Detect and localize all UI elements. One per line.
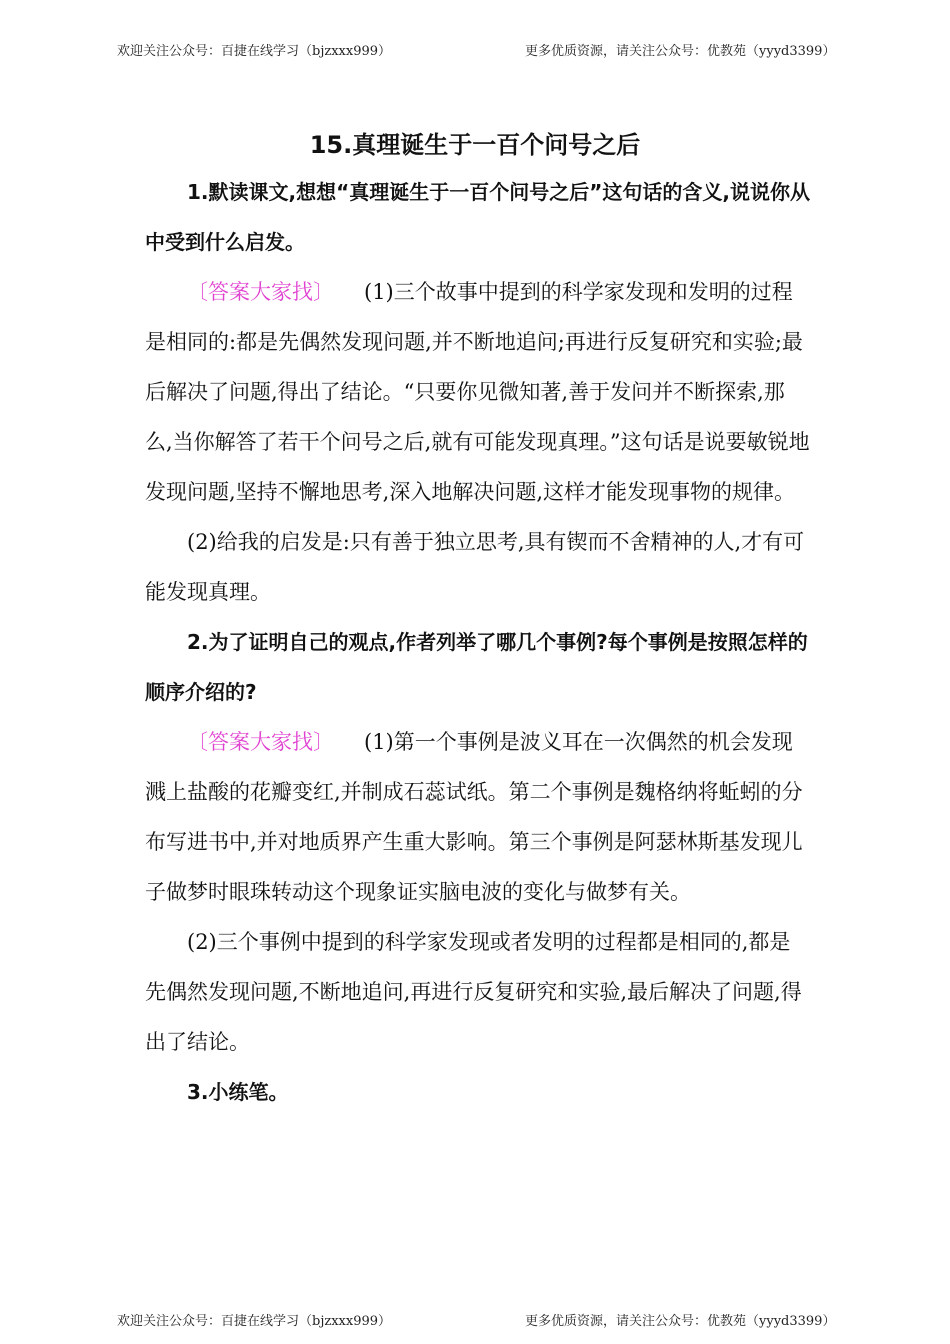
answer-2-part-1-text: (1)第一个事例是波义耳在一次偶然的机会发现溅上盐酸的花瓣变红,并制成石蕊试纸。第二个事例是魏格纳将蚯蚓的分布写进书中,并对地质界产生重大影响。第三个事例是阿瑟林斯基发现儿子做梦时眼珠转动这个现象证实脑电波的变化与做梦有关。 [145, 730, 803, 904]
answer-tag: 〔答案大家找〕 [187, 730, 334, 754]
header-left-text: 欢迎关注公众号：百捷在线学习（bjzxxx999） [117, 44, 392, 59]
footer-right-text: 更多优质资源，请关注公众号：优教苑（yyyd3399） [525, 1314, 836, 1329]
question-1: 1.默读课文,想想“真理诞生于一百个问号之后”这句话的含义,说说你从中受到什么启发。 [145, 180, 810, 254]
question-3: 3.小练笔。 [187, 1080, 289, 1104]
question-2: 2.为了证明自己的观点,作者列举了哪几个事例?每个事例是按照怎样的顺序介绍的? [145, 630, 808, 704]
answer-1-part-2: (2)给我的启发是:只有善于独立思考,具有锲而不舍精神的人,才有可能发现真理。 [145, 530, 805, 604]
answer-1-part-1 [145, 267, 810, 517]
answer-tag: 〔答案大家找〕 [187, 280, 334, 304]
header-right-text: 更多优质资源，请关注公众号：优教苑（yyyd3399） [525, 44, 836, 59]
answer-1-part-1-text: (1)三个故事中提到的科学家发现和发明的过程是相同的:都是先偶然发现问题,并不断地追问;再进行反复研究和实验;最后解决了问题,得出了结论。“只要你见微知著,善于发问并不断探索,那么,当你解答了若干个问号之后,就有可能发现真理。”这句话是说要敏锐地发现问题,坚持不懈地思考,深入地解决问题,这样才能发现事物的规律。 [145, 280, 810, 504]
answer-2-part-1 [145, 717, 810, 917]
document-body [145, 167, 810, 1117]
footer-left-text: 欢迎关注公众号：百捷在线学习（bjzxxx999） [117, 1314, 392, 1329]
page-title: 15.真理诞生于一百个问号之后 [309, 131, 641, 159]
answer-2-part-2: (2)三个事例中提到的科学家发现或者发明的过程都是相同的,都是先偶然发现问题,不断地追问,再进行反复研究和实验,最后解决了问题,得出了结论。 [145, 930, 802, 1054]
